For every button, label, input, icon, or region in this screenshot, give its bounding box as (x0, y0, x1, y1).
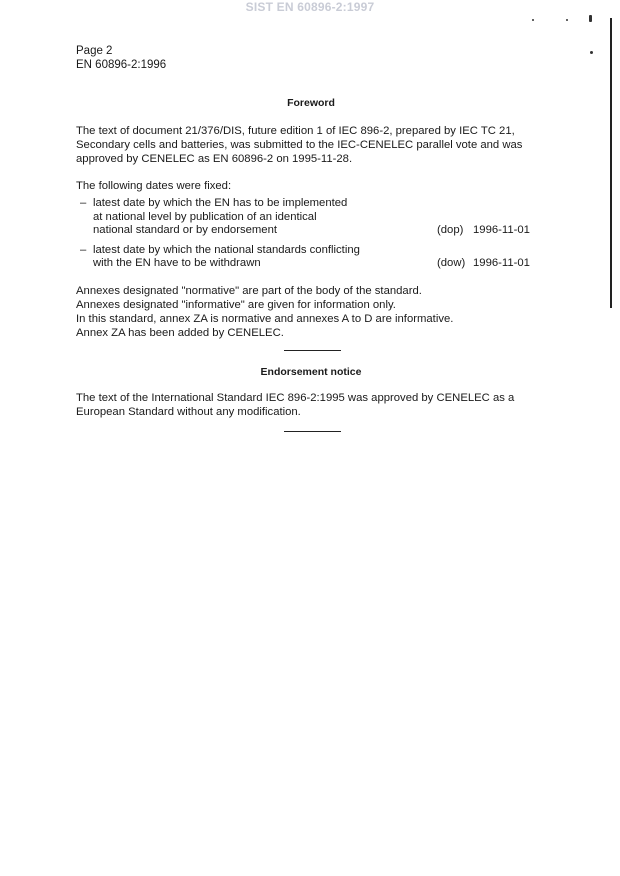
list-dash: – (80, 197, 87, 209)
watermark: SIST EN 60896-2:1997 (245, 0, 375, 14)
text-line: The text of document 21/376/DIS, future edition 1 of IEC 896-2, prepared by IEC TC 21, (76, 125, 515, 137)
dates-intro: The following dates were fixed: (76, 180, 232, 192)
text-line: national standard or by endorsement (93, 224, 278, 236)
foreword-title: Foreword (287, 97, 335, 109)
date-code: (dow) (437, 257, 466, 269)
date-value: 1996-11-01 (473, 257, 530, 269)
annex-notes (76, 284, 556, 340)
date-item-dow (80, 244, 550, 271)
text-line: Secondary cells and batteries, was submitted to the IEC-CENELEC parallel vote and was (76, 139, 523, 151)
text-line: The text of the International Standard IEC 896-2:1995 was approved by CENELEC as a (76, 392, 515, 404)
page-number: Page 2 (76, 45, 113, 57)
date-description (93, 197, 423, 238)
endorsement-title: Endorsement notice (260, 366, 362, 378)
date-value: 1996-11-01 (473, 224, 530, 236)
text-line: Annexes designated "informative" are given for information only. (76, 299, 396, 311)
endorsement-text (76, 391, 556, 419)
date-item-dop (80, 197, 550, 238)
text-line: European Standard without any modification. (76, 406, 301, 418)
text-line: Annexes designated "normative" are part of the body of the standard. (76, 285, 422, 297)
text-line: Annex ZA has been added by CENELEC. (76, 327, 284, 339)
text-line: approved by CENELEC as EN 60896-2 on 1995-11-28. (76, 153, 353, 165)
text-line: latest date by which the national standards conflicting (93, 243, 360, 256)
document-id: EN 60896-2:1996 (76, 59, 167, 71)
text-line: latest date by which the EN has to be implemented (93, 197, 348, 209)
date-code: (dop) (437, 224, 464, 236)
foreword-intro (76, 124, 556, 166)
scan-edge-line (610, 18, 612, 308)
list-dash: – (80, 243, 87, 256)
text-line: at national level by publication of an identical (93, 210, 317, 223)
date-description (93, 244, 423, 271)
page-header (76, 44, 166, 72)
dates-list (80, 197, 550, 277)
end-divider (284, 431, 341, 432)
section-divider (284, 350, 341, 351)
text-line: with the EN have to be withdrawn (93, 257, 261, 269)
text-line: In this standard, annex ZA is normative and annexes A to D are informative. (76, 313, 454, 325)
